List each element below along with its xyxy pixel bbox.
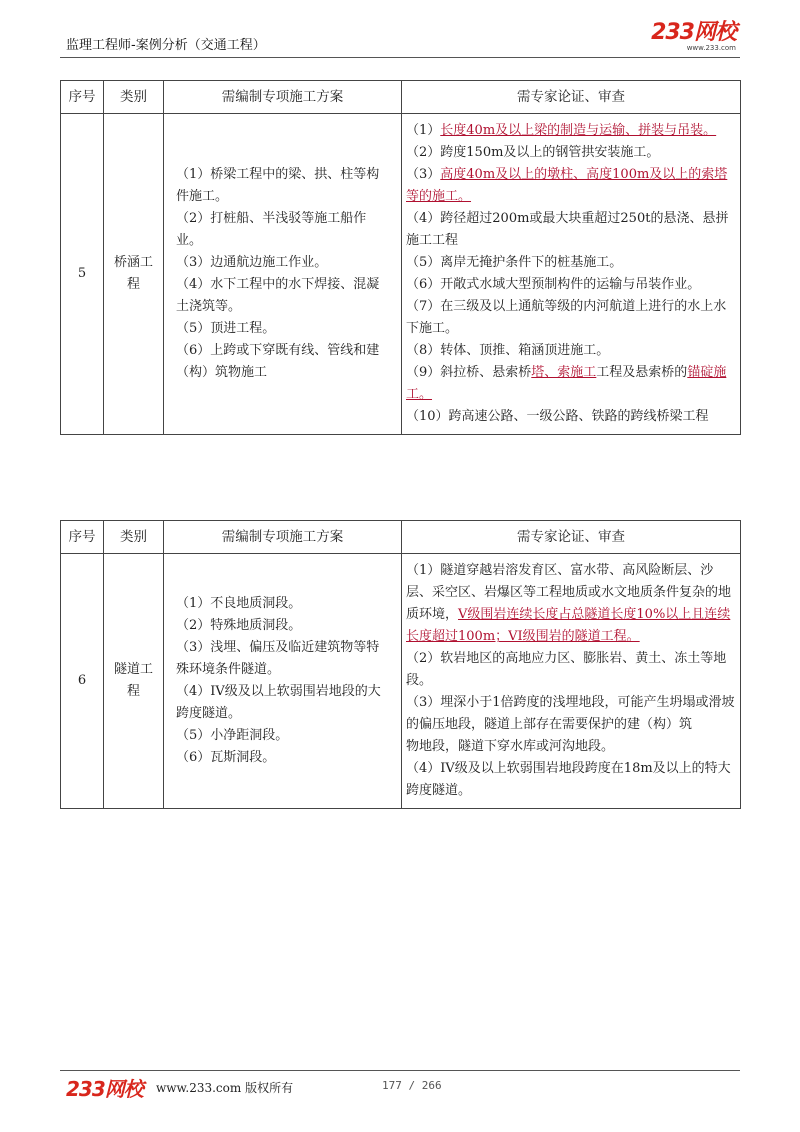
page-footer: [60, 1070, 740, 1100]
highlighted-text: 塔、索施工: [531, 365, 597, 380]
plan-item: （4）水下工程中的水下焊接、混凝土浇筑等。: [176, 277, 380, 314]
expert-item: [406, 296, 736, 340]
expert-text: （8）转体、顶推、箱涵顶进施工。: [406, 343, 610, 358]
plan-item: （3）边通航边施工作业。: [176, 255, 328, 270]
expert-item: [406, 560, 736, 648]
expert-text: （4）跨径超过200m或最大块重超过250t的悬浇、悬拼施工工程: [406, 211, 729, 248]
expert-text: （2）软岩地区的高地应力区、膨胀岩、黄土、冻土等地段。: [406, 651, 727, 688]
expert-text: （1）隧道穿越岩溶发育区、富水带、高风险断层、沙层、采空区、岩爆区等工程地质或水文地质条件复杂的地质环境，: [406, 563, 732, 622]
expert-item: [406, 274, 736, 296]
header-category: 类别: [104, 521, 164, 554]
plan-cell: [164, 554, 402, 809]
page-number: 177 / 266: [382, 1079, 442, 1092]
header-no: 序号: [61, 81, 104, 114]
header-plan: 需编制专项施工方案: [164, 81, 402, 114]
expert-text: 工程及悬索桥的: [596, 365, 688, 380]
row-number: 6: [61, 554, 104, 809]
expert-cell: [402, 114, 741, 435]
header-expert: 需专家论证、审查: [402, 81, 741, 114]
header-expert: 需专家论证、审查: [402, 521, 741, 554]
plan-item: （5）顶进工程。: [176, 321, 276, 336]
header-plan: 需编制专项施工方案: [164, 521, 402, 554]
expert-item: [406, 692, 736, 736]
expert-item: [406, 120, 736, 142]
expert-item: [406, 142, 736, 164]
brand-logo-url: www.233.com: [686, 44, 736, 52]
plan-item: （5）小净距洞段。: [176, 728, 289, 743]
plan-item: （1）不良地质洞段。: [176, 596, 302, 611]
expert-text: （4）IV级及以上软弱围岩地段跨度在18m及以上的特大跨度隧道。: [406, 761, 731, 798]
expert-item: [406, 164, 736, 208]
expert-text: （3）埋深小于1倍跨度的浅埋地段，可能产生坍塌或滑坡的偏压地段，隧道上部存在需要保护的建（构）筑: [406, 695, 735, 732]
expert-item: [406, 758, 736, 802]
tunnel-table: [60, 520, 741, 809]
expert-cell: [402, 554, 741, 809]
expert-text: （7）在三级及以上通航等级的内河航道上进行的水上水下施工。: [406, 299, 727, 336]
plan-item: （2）特殊地质洞段。: [176, 618, 302, 633]
highlighted-text: 锚碇施工。: [406, 365, 727, 402]
expert-item: [406, 208, 736, 252]
footer-copyright: www.233.com 版权所有: [156, 1081, 294, 1095]
row-number: 5: [61, 114, 104, 435]
footer-logo: 233网校: [66, 1077, 143, 1101]
expert-text: （2）跨度150m及以上的钢管拱安装施工。: [406, 145, 660, 160]
expert-item: [406, 736, 736, 758]
expert-text: 物地段，隧道下穿水库或河沟地段。: [406, 739, 615, 754]
table-row: [61, 114, 741, 435]
expert-text: （10）跨高速公路、一级公路、铁路的跨线桥梁工程: [406, 409, 709, 424]
plan-item: （1）桥梁工程中的梁、拱、柱等构件施工。: [176, 167, 380, 204]
highlighted-text: V级围岩连续长度占总隧道长度10%以上且连续长度超过100m；VI级围岩的隧道工程。: [406, 607, 731, 644]
header-no: 序号: [61, 521, 104, 554]
expert-text: （5）离岸无掩护条件下的桩基施工。: [406, 255, 623, 270]
expert-item: [406, 362, 736, 406]
expert-text: （1）: [406, 123, 441, 138]
table-header-row: [61, 521, 741, 554]
highlighted-text: 高度40m及以上的墩柱、高度100m及以上的索塔等的施工。: [406, 167, 728, 204]
table-header-row: [61, 81, 741, 114]
plan-item: （6）瓦斯洞段。: [176, 750, 276, 765]
expert-item: [406, 340, 736, 362]
plan-item: （2）打桩船、半浅驳等施工船作业。: [176, 211, 367, 248]
bridge-table: [60, 80, 741, 435]
header-title: 监理工程师-案例分析（交通工程）: [66, 38, 266, 53]
table-row: [61, 554, 741, 809]
highlighted-text: 长度40m及以上梁的制造与运输、拼装与吊装。: [440, 123, 717, 138]
page-header: [60, 22, 740, 58]
row-category: 桥涵工程: [104, 114, 164, 435]
brand-logo-text: 233网校: [651, 20, 736, 45]
expert-text: （9）斜拉桥、悬索桥: [406, 365, 532, 380]
header-category: 类别: [104, 81, 164, 114]
plan-item: （4）IV级及以上软弱围岩地段的大跨度隧道。: [176, 684, 381, 721]
expert-text: （6）开敞式水域大型预制构件的运输与吊装作业。: [406, 277, 701, 292]
expert-text: （3）: [406, 167, 441, 182]
expert-item: [406, 648, 736, 692]
expert-item: [406, 406, 736, 428]
brand-logo: [651, 22, 736, 52]
plan-item: （3）浅埋、偏压及临近建筑物等特殊环境条件隧道。: [176, 640, 380, 677]
plan-cell: [164, 114, 402, 435]
row-category: 隧道工程: [104, 554, 164, 809]
plan-item: （6）上跨或下穿既有线、管线和建（构）筑物施工: [176, 343, 380, 380]
expert-item: [406, 252, 736, 274]
